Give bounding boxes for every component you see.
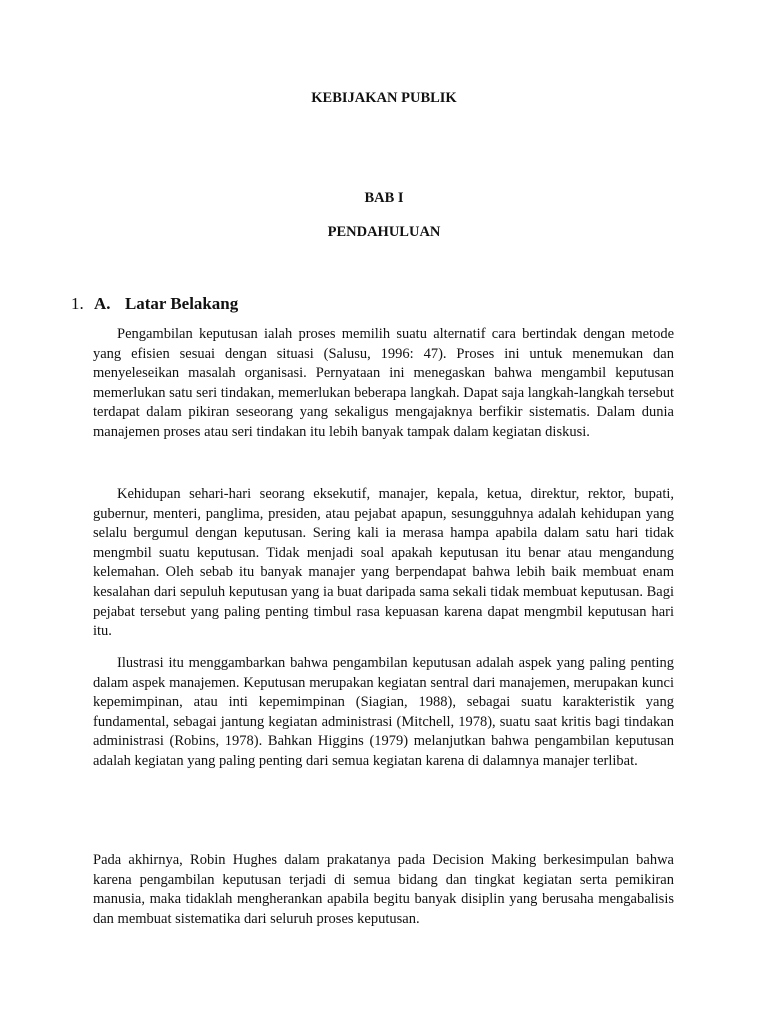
paragraph-2: Kehidupan sehari-hari seorang eksekutif, manajer, kepala, ketua, direktur, rektor, bupati, gubernur, menteri, panglima, presiden, atau pejabat apapun, sesungguhnya adalah kehidupan yang selalu bergumul dengan keputusan. Sering kali ia merasa hampa apabila dalam satu hari tidak mengmbil suatu keputusan. Tidak menjadi soal apakah keputusan itu benar atau mengandung kelemahan. Oleh sebab itu banyak manajer yang berpendapat bahwa lebih baik membuat enam kesalahan dari sepuluh keputusan yang ia buat daripada sama sekali tidak membuat keputusan. Bagi pejabat tersebut yang paling penting timbul rasa kepuasan karena dapat mengmbil keputusan hari itu. [93,486,674,640]
chapter-number: BAB I [364,190,404,206]
section-heading [71,294,671,314]
section-number: 1. [71,294,84,313]
document-title: KEBIJAKAN PUBLIK [311,90,457,106]
paragraph-4: Pada akhirnya, Robin Hughes dalam prakatanya pada Decision Making berkesimpulan bahwa karena pengambilan keputusan terjadi di semua bidang dan tingkat kegiatan serta pemikiran manusia, maka tidaklah mengherankan apabila begitu banyak disiplin yang berusaha mengabalisis dan membuat sistematika dari seluruh proses keputusan. [93,852,674,927]
paragraph-1: Pengambilan keputusan ialah proses memilih suatu alternatif cara bertindak dengan metode yang efisien sesuai dengan situasi (Salusu, 1996: 47). Proses ini untuk menemukan dan menyeleseikan masalah organisasi. Pernyataan ini menegaskan bahwa mengambil keputusan memerlukan satu seri tindakan, memerlukan beberapa langkah. Dapat saja langkah-langkah tersebut terdapat dalam pikiran seseorang yang sekaligus mengajaknya berfikir sistematis. Dalam dunia manajemen proses atau seri tindakan itu lebih banyak tampak dalam kegiatan diskusi. [93,326,674,440]
section-title: Latar Belakang [125,294,239,313]
paragraph-3: Ilustrasi itu menggambarkan bahwa pengambilan keputusan adalah aspek yang paling penting dalam aspek manajemen. Keputusan merupakan kegiatan sentral dari manajemen, merupakan kunci kepemimpinan, atau inti kepemimpinan (Siagian, 1988), sebagai suatu karakteristik yang fundamental, sebagai jantung kegiatan administrasi (Mitchell, 1978), suatu saat kritis bagi tindakan administrasi (Robins, 1978). Bahkan Higgins (1979) melanjutkan bahwa pengambilan keputusan adalah kegiatan yang paling penting dari semua kegiatan karena di dalamnya manajer terlibat. [93,655,674,769]
chapter-title: PENDAHULUAN [327,224,441,240]
section-letter: A. [94,294,111,313]
